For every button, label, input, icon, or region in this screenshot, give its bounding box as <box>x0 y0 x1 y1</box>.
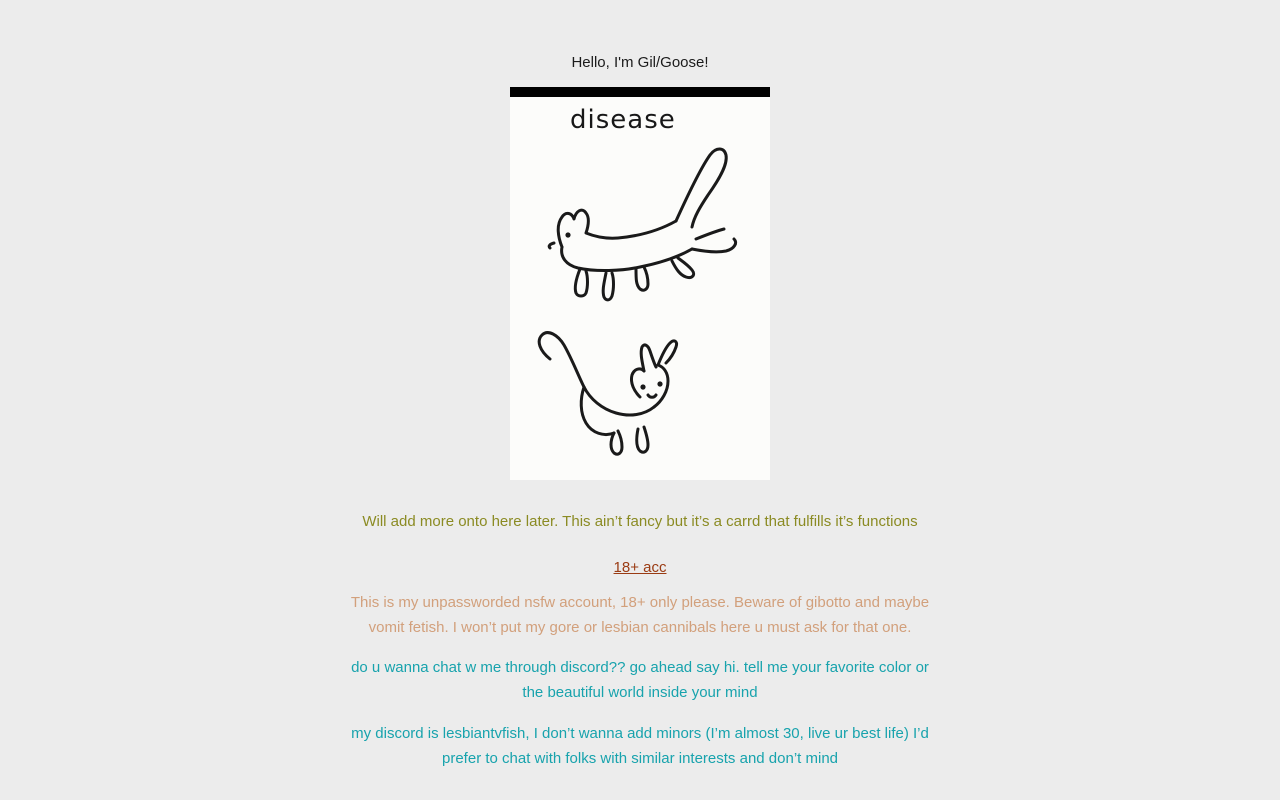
image-top-bar <box>510 87 770 97</box>
nsfw-account-link[interactable]: 18+ acc <box>613 558 667 576</box>
discord-handle-text: my discord is lesbiantvfish, I don’t wanna add minors (I’m almost 30, live ur best life) I’d prefer to chat with folks with similar interests and don’t mind <box>351 724 929 767</box>
note-add-more-later: Will add more onto here later. This ain’t fancy but it’s a carrd that fulfills it’s functions <box>362 513 918 530</box>
hand-drawn-cats-sketch <box>510 97 770 480</box>
profile-image-card <box>510 87 770 480</box>
nsfw-account-link-row <box>340 559 940 577</box>
sketch-svg <box>510 97 770 480</box>
sketch-caption-text: disease <box>570 105 676 135</box>
page-title: Hello, I'm Gil/Goose! <box>571 54 709 71</box>
nsfw-account-description: This is my unpassworded nsfw account, 18+ only please. Beware of gibotto and maybe vomit fetish. I won’t put my gore or lesbian cannibals here u must ask for that one. <box>350 593 930 636</box>
discord-invite-text: do u wanna chat w me through discord?? go ahead say hi. tell me your favorite color or the beautiful world inside your mind <box>351 659 929 701</box>
